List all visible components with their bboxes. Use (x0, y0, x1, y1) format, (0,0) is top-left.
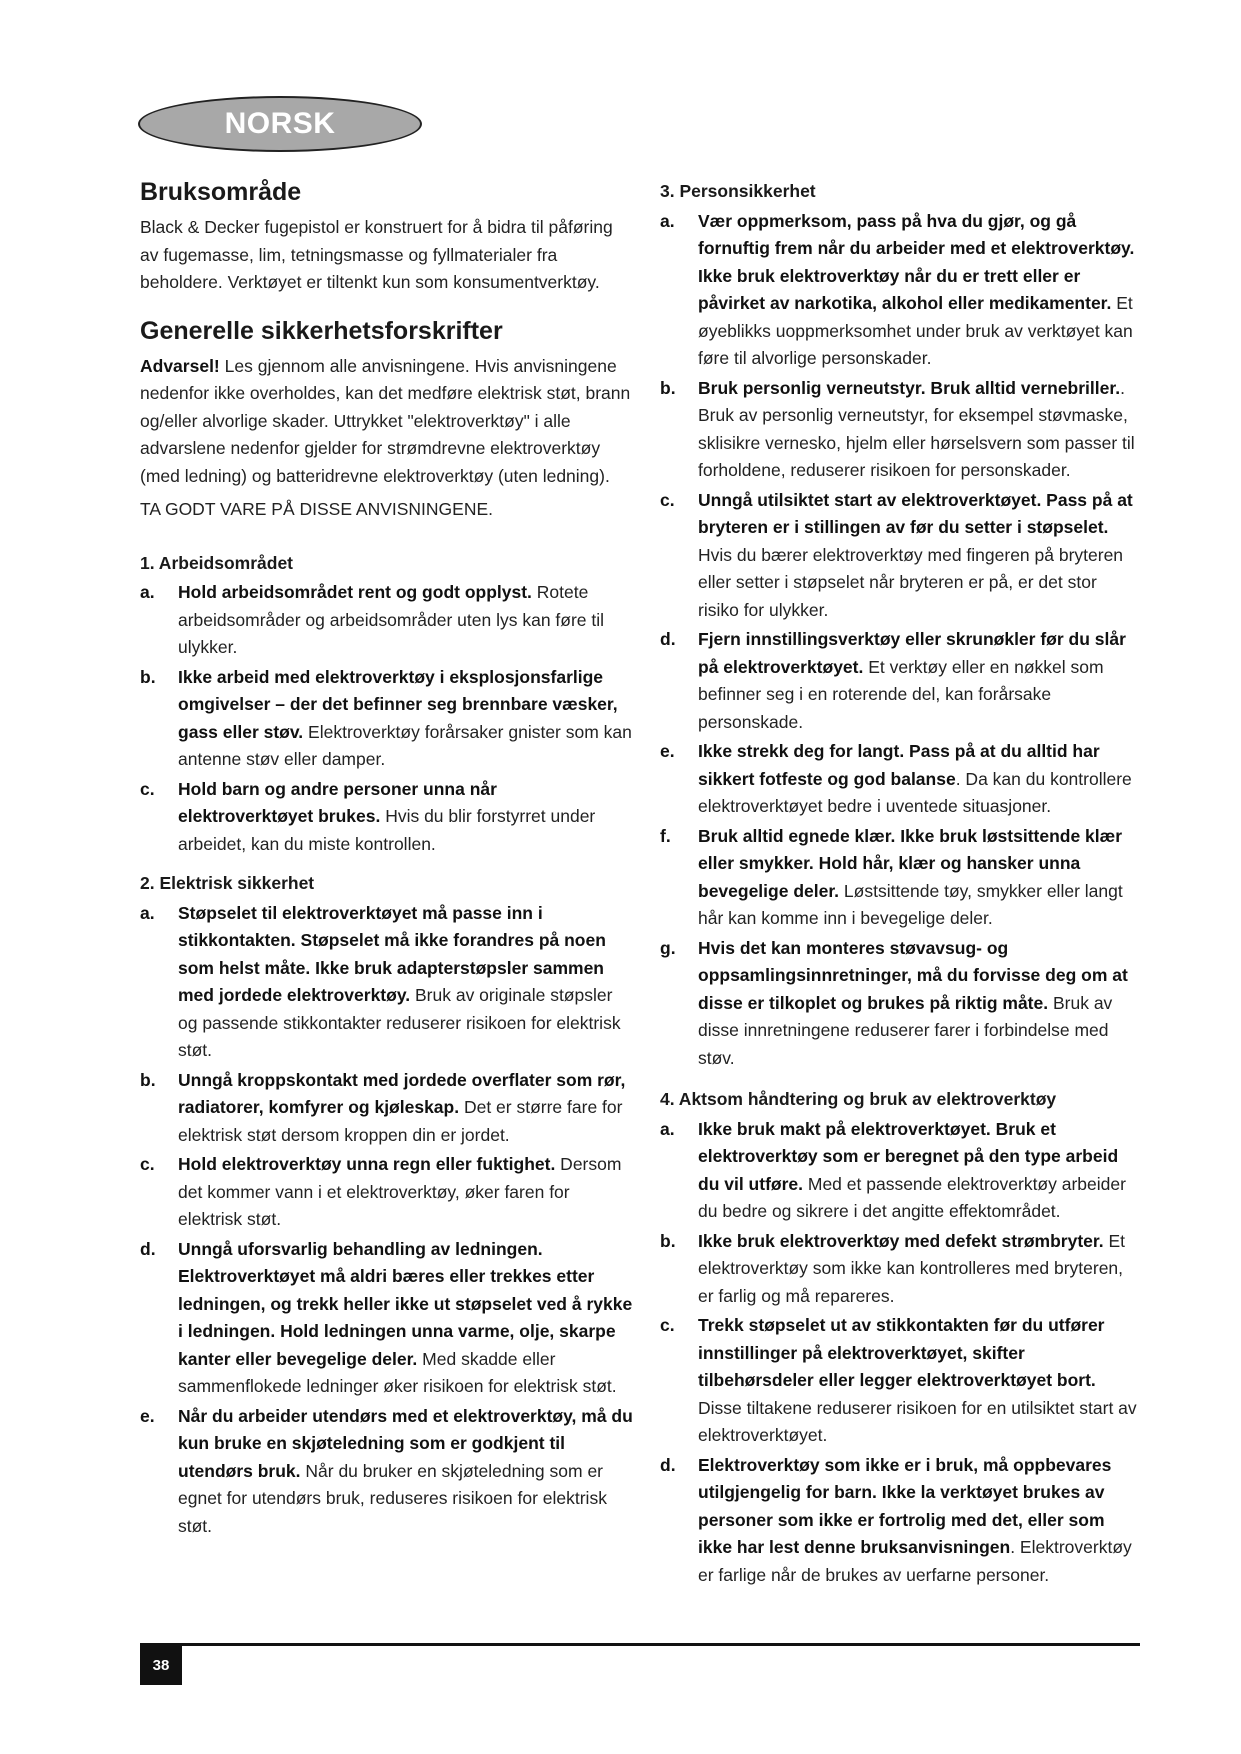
section-4-title: 4. Aktsom håndtering og bruk av elektroverktøy (660, 1089, 1057, 1109)
footer-divider (140, 1643, 1140, 1646)
intro-body: Black & Decker fugepistol er konstruert for å bidra til påføring av fugemasse, lim, tetningsmasse og fyllmaterialer fra beholdere. Verktøyet er tiltenkt kun som konsumentverktøy. (140, 217, 613, 292)
section-1-title: 1. Arbeidsområdet (140, 552, 294, 573)
intro-title: Bruksområde (140, 178, 302, 206)
section-4-item-d: d. Elektroverktøy som ikke er i bruk, må oppbevares utilgjengelig for barn. Ikke la verktøyet brukes av personer som ikke er fortrolig med det, eller som ikke har lest denne bruksanvisningen. Elektroverktøy er farlige når de brukes av uerfarne personer. (660, 1454, 1132, 1585)
keep-instructions: TA GODT VARE PÅ DISSE ANVISNINGENE. (140, 499, 494, 519)
section-4-item-a: a. Ikke bruk makt på elektroverktøyet. Bruk et elektroverktøy som er beregnet på den type arbeid du vil utføre. Med et passende elektroverktøy arbeider du bedre og sikrere i det angitte effektområdet. (660, 1118, 1126, 1221)
section-3-item-f: f. Bruk alltid egnede klær. Ikke bruk løstsittende klær eller smykker. Hold hår, klær og hansker unna bevegelige deler. Løstsittende tøy, smykker eller langt hår kan komme inn i bevegelige deler. (660, 825, 1123, 928)
warning-text: Les gjennom alle anvisningene. Hvis anvisningene nedenfor ikke overholdes, kan det medføre elektrisk støt, brann og/eller alvorlige skader. Uttrykket "elektroverktøy" i alle advarslene nedenfor gjelder for strømdrevne elektroverktøy (med ledning) og batteridrevne elektroverktøy (uten ledning). (140, 355, 631, 486)
warning-paragraph (140, 353, 635, 491)
section-1-item-c: c. Hold barn og andre personer unna når elektroverktøyet brukes. Hvis du blir forstyrret under arbeidet, kan du miste kontrollen. (140, 778, 596, 854)
section-4-item-b: b. Ikke bruk elektroverktøy med defekt strømbryter. Et elektroverktøy som ikke kan kontrolleres med bryteren, er farlig og må repareres. (660, 1230, 1125, 1306)
section-3-title: 3. Personsikkerhet (660, 181, 816, 201)
language-badge-label: NORSK (224, 107, 336, 140)
section-3-item-d: d. Fjern innstillingsverktøy eller skrunøkler før du slår på elektroverktøyet. Et verktøy eller en nøkkel som befinner seg i en roterende del, kan forårsake personskade. (660, 629, 1126, 732)
section-3-item-a: a. Vær oppmerksom, pass på hva du gjør, og gå fornuftig frem når du arbeider med et elektroverktøy. Ikke bruk elektroverktøy når du er trett eller er påvirket av narkotika, alkohol eller medikamenter. Et øyeblikks uoppmerksomhet under bruk av verktøyet kan føre til alvorlige personskader. (660, 210, 1135, 368)
section-3-item-c: c. Unngå utilsiktet start av elektroverktøyet. Pass på at bryteren er i stillingen av før du setter i støpselet. Hvis du bærer elektroverktøy med fingeren på bryteren eller setter i støpselet når bryteren er på, er det stor risiko for ulykker. (660, 489, 1133, 620)
section-1-item-b: b. Ikke arbeid med elektroverktøy i eksplosjonsfarlige omgivelser – der det befinner seg brennbare væsker, gass eller støv. Elektroverktøy forårsaker gnister som kan antenne støv eller damper. (140, 666, 632, 769)
section-2-item-b: b. Unngå kroppskontakt med jordede overflater som rør, radiatorer, komfyrer og kjøleskap. Det er større fare for elektrisk støt dersom kroppen din er jordet. (140, 1069, 626, 1145)
section-1-item-a: a. Hold arbeidsområdet rent og godt opplyst. Rotete arbeidsområder og arbeidsområder uten lys kan føre til ulykker. (140, 582, 605, 657)
warning-label: Advarsel! (140, 355, 220, 376)
page-number: 38 (140, 1645, 182, 1685)
section-4-item-c: c. Trekk støpselet ut av stikkontakten før du utfører innstillinger på elektroverktøyet, skifter tilbehørsdeler eller legger elektroverktøyet bort. Disse tiltakene reduserer risikoen for en utilsiktet start av elektroverktøyet. (660, 1315, 1137, 1445)
section-2-item-d: d. Unngå uforsvarlig behandling av ledningen. Elektroverktøyet må aldri bæres eller trekkes etter ledningen, og trekk heller ikke ut støpselet ved å rykke i ledningen. Hold ledningen unna varme, olje, skarpe kanter eller bevegelige deler. Med skadde eller sammenflokede ledninger øker risikoen for elektrisk støt. (140, 1238, 633, 1396)
section-3-item-g: g. Hvis det kan monteres støvavsug- og oppsamlingsinnretninger, må du forvisse deg om at disse er tilkoplet og brukes på riktig måte. Bruk av disse innretningene reduserer farer i forbindelse med støv. (660, 937, 1128, 1068)
section-2-item-e: e. Når du arbeider utendørs med et elektroverktøy, må du kun bruke en skjøteledning som er godkjent til utendørs bruk. Når du bruker en skjøteledning som er egnet for utendørs bruk, reduseres risikoen for elektrisk støt. (140, 1405, 633, 1536)
section-3-item-b: b. Bruk personlig verneutstyr. Bruk alltid vernebriller.. Bruk av personlig verneutstyr, for eksempel støvmaske, sklisikre vernesko, hjelm eller hørselsvern som passer til forholdene, reduserer risikoen for personskader. (660, 377, 1135, 480)
section-2-title: 2. Elektrisk sikkerhet (140, 873, 315, 893)
general-title: Generelle sikkerhetsforskrifter (140, 316, 503, 345)
right-column (660, 178, 1142, 1589)
section-2-item-c: c. Hold elektroverktøy unna regn eller fuktighet. Dersom det kommer vann i et elektroverktøy, øker faren for elektrisk støt. (140, 1154, 622, 1229)
language-badge (138, 96, 422, 152)
section-3-item-e: e. Ikke strekk deg for langt. Pass på at du alltid har sikkert fotfeste og god balanse. Da kan du kontrollere elektroverktøyet bedre i uventede situasjoner. (660, 741, 1132, 816)
left-column (140, 176, 635, 1540)
section-2-item-a: a. Støpselet til elektroverktøyet må passe inn i stikkontakten. Støpselet må ikke forandres på noen som helst måte. Ikke bruk adapterstøpsler sammen med jordede elektroverktøy. Bruk av originale støpsler og passende stikkontakter reduserer risikoen for elektrisk støt. (140, 902, 621, 1060)
